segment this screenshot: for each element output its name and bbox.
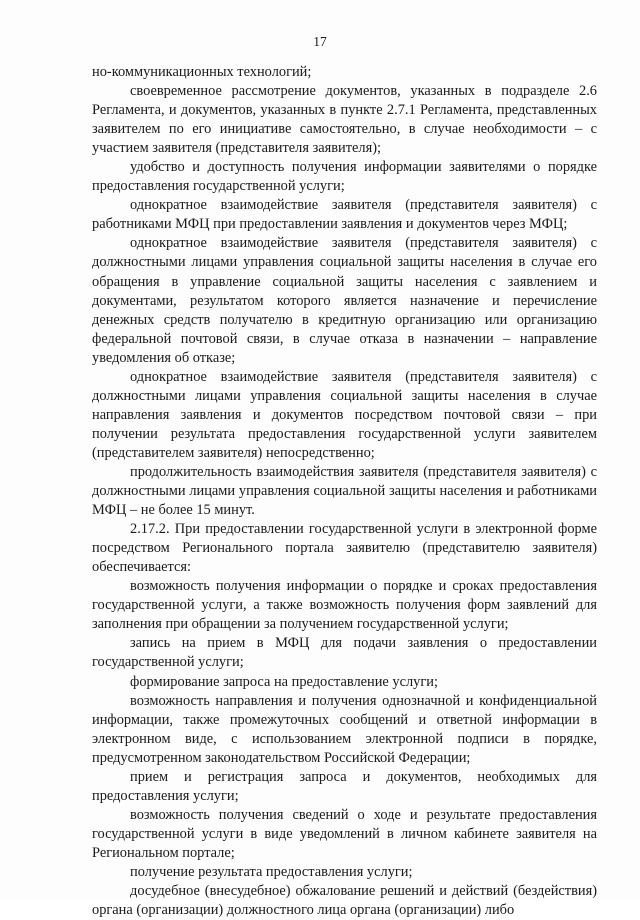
paragraph: продолжительность взаимодействия заявителя (представителя заявителя) с должностными лицами управления социальной защиты населения и работниками МФЦ – не более 15 минут. [92,463,597,519]
section-paragraph: 2.17.2. При предоставлении государственной услуги в электронной форме посредством Регионального портала заявителю (представителю заявителя) обеспечивается: [92,521,597,576]
paragraph: формирование запроса на предоставление услуги; [130,673,438,690]
paragraph: получение результата предоставления услуги; [130,863,413,880]
page-number: 17 [313,34,327,49]
paragraph: своевременное рассмотрение документов, указанных в подразделе 2.6 Регламента, и документов, указанных в пункте 2.7.1 Регламента, представленных заявителем по его инициативе самостоятельно, в случае необходимости – с участием заявителя (представителя заявителя); [92,83,597,157]
paragraph: однократное взаимодействие заявителя (представителя заявителя) с должностными лицами управления социальной защиты населения в случае его обращения в управление социальной защиты населения с заявлением и документами, результатом которого является назначение и перечисление денежных средств получателю в кредитную организацию или организацию федеральной почтовой связи, в случае отказа в назначении – направление уведомления об отказе; [92,235,597,366]
paragraph: возможность получения сведений о ходе и результате предоставления государственной услуги в виде уведомлений в личном кабинете заявителя на Региональном портале; [92,806,597,861]
paragraph: досудебное (внесудебное) обжалование решений и действий (бездействия) органа (организации) должностного лица органа (организации) либо [92,883,597,919]
paragraph: удобство и доступность получения информации заявителями о порядке предоставления государственной услуги; [92,159,597,195]
paragraph: возможность направления и получения однозначной и конфиденциальной информации, также промежуточных сообщений и ответной информации в электронном виде, с использованием электронной подписи в порядке, предусмотренном законодательством Российской Федерации; [92,692,597,766]
paragraph: но-коммуникационных технологий; [92,64,312,80]
paragraph: прием и регистрация запроса и документов, необходимых для предоставления услуги; [92,768,597,804]
paragraph: однократное взаимодействие заявителя (представителя заявителя) с должностными лицами управления социальной защиты населения в случае направления заявления и документов посредством почтовой связи – при получении результата предоставления государственной услуги заявителем (представителем заявителя) непосредственно; [92,368,597,461]
paragraph: запись на прием в МФЦ для подачи заявления о предоставлении государственной услуги; [92,635,597,671]
paragraph: возможность получения информации о порядке и сроках предоставления государственной услуги, а также возможность получения форм заявлений для заполнения при обращении за получением государственной услуги; [92,578,597,633]
document-body [92,63,597,920]
paragraph: однократное взаимодействие заявителя (представителя заявителя) с работниками МФЦ при предоставлении заявления и документов через МФЦ; [92,197,597,233]
